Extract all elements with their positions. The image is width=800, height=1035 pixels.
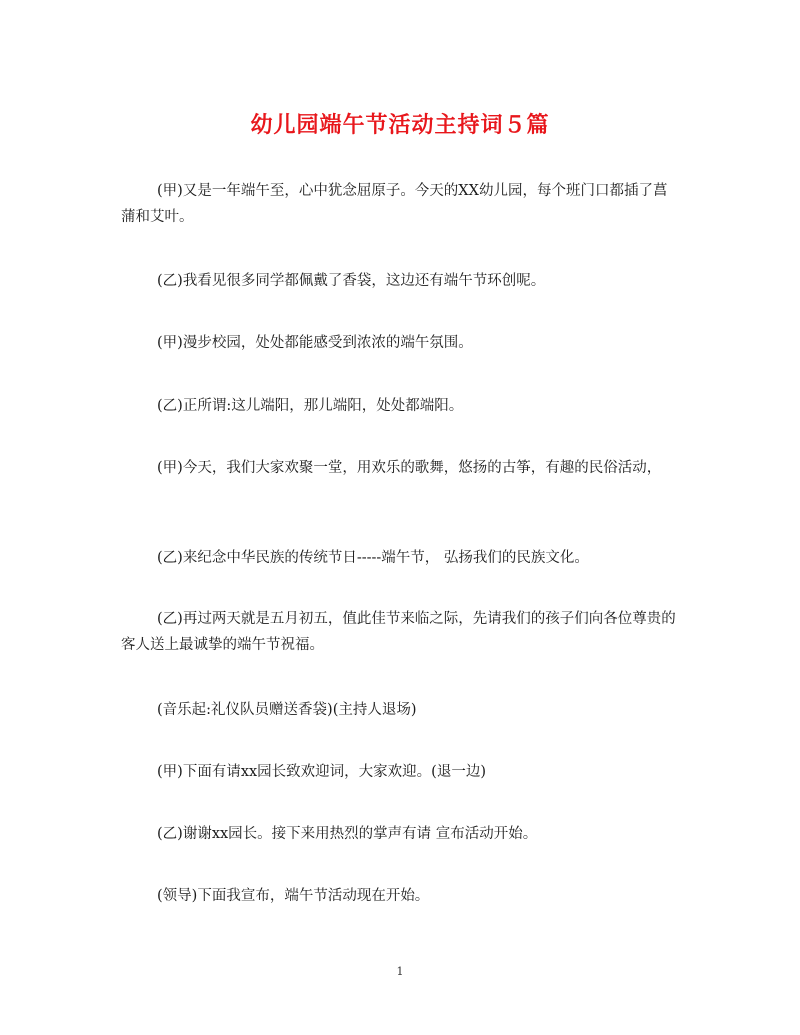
paragraph-9: (甲)下面有请xx园长致欢迎词，大家欢迎。(退一边)	[157, 764, 486, 780]
paragraph-4: (乙)正所谓:这儿端阳，那儿端阳，处处都端阳。	[157, 398, 464, 414]
paragraph-6: (乙)来纪念中华民族的传统节日-----端午节， 弘扬我们的民族文化。	[157, 550, 589, 566]
paragraph-5: (甲)今天，我们大家欢聚一堂，用欢乐的歌舞，悠扬的古筝，有趣的民俗活动，	[157, 460, 662, 476]
page-number: 1	[396, 965, 404, 978]
document-title: 幼儿园端午节活动主持词５篇	[250, 112, 550, 138]
paragraph-1: (甲)又是一年端午至，心中犹念屈原子。今天的XX幼儿园，每个班门口都插了菖蒲和艾叶。	[121, 183, 668, 225]
paragraph-8: (音乐起:礼仪队员赠送香袋)(主持人退场)	[157, 702, 417, 718]
paragraph-3: (甲)漫步校园，处处都能感受到浓浓的端午氛围。	[157, 335, 473, 351]
paragraph-2: (乙)我看见很多同学都佩戴了香袋，这边还有端午节环创呢。	[157, 273, 546, 289]
paragraph-11: (领导)下面我宣布，端午节活动现在开始。	[157, 888, 430, 904]
paragraph-7: (乙)再过两天就是五月初五，值此佳节来临之际，先请我们的孩子们向各位尊贵的客人送上最诚挚的端午节祝福。	[121, 611, 676, 653]
paragraph-10: (乙)谢谢xx园长。接下来用热烈的掌声有请 宣布活动开始。	[157, 826, 538, 842]
